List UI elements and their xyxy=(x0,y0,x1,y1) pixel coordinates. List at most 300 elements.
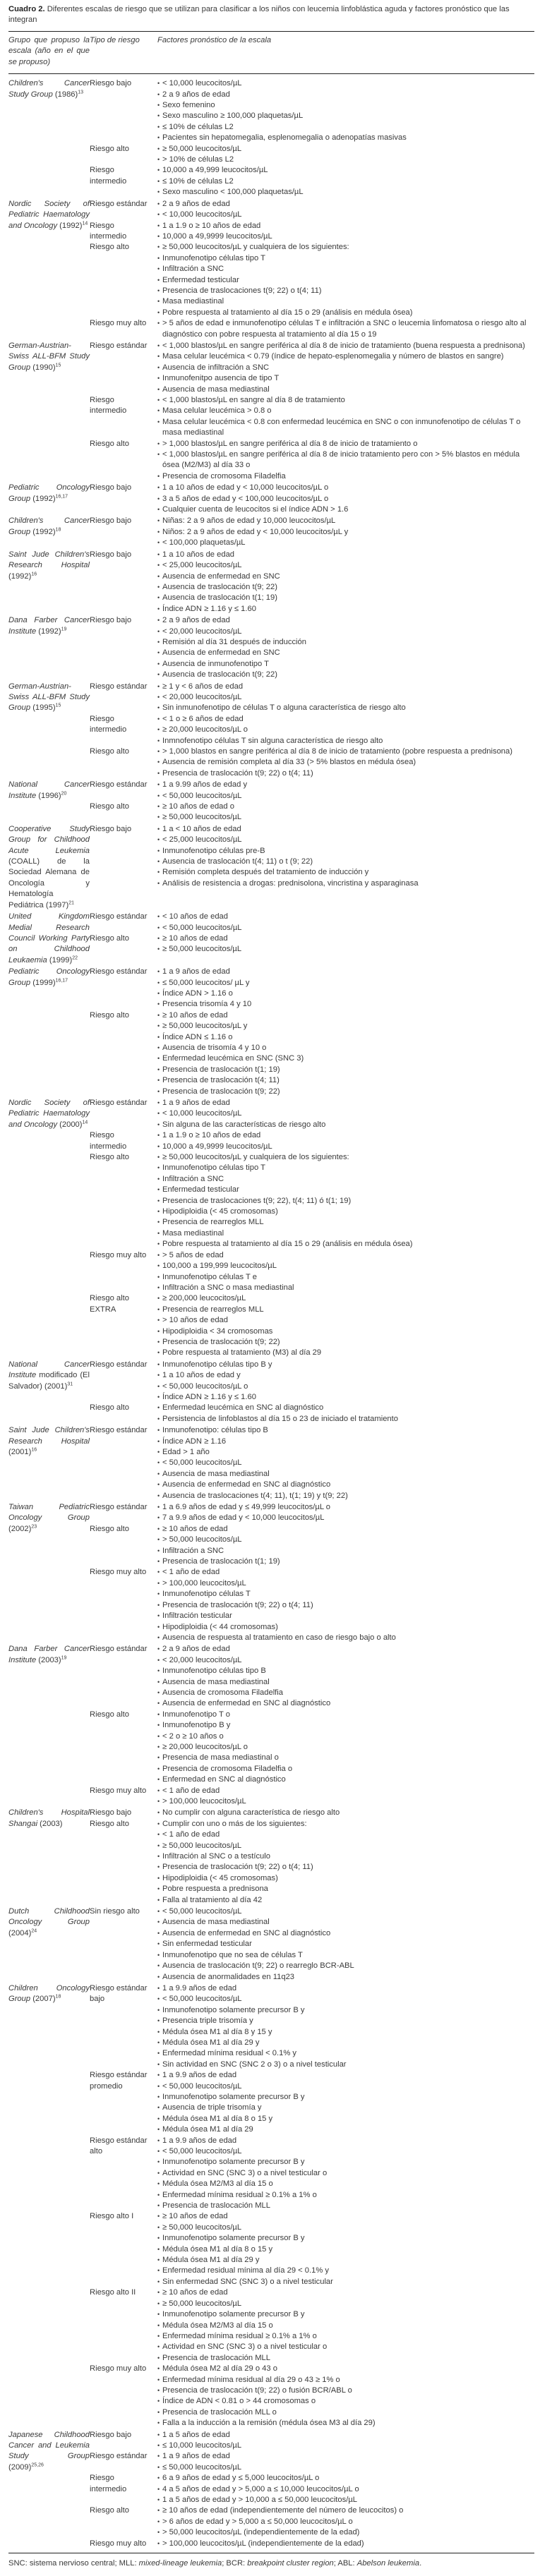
factor-item: • Ausencia de cromosoma Filadelfia xyxy=(157,1688,527,1698)
factor-item: • Enfermedad mínima residual ≥ 0.1% a 1% o xyxy=(157,2331,527,2342)
factor-cell xyxy=(152,1906,534,1983)
factor-cell xyxy=(152,912,534,933)
factor-item: • Ausencia de enfermedad en SNC xyxy=(157,572,527,582)
risk-row xyxy=(90,1010,534,1097)
factor-item: • < 20,000 leucocitos/µL xyxy=(157,627,527,637)
factor-item: • Presencia de traslocación t(9; 22) xyxy=(157,1087,527,1097)
factor-cell xyxy=(152,1425,534,1501)
factor-item: • ≥ 10 años de edad xyxy=(157,1524,527,1535)
group-name xyxy=(8,1808,90,1906)
reference-number: 23 xyxy=(31,1524,37,1530)
factor-item: • ≥ 1 y < 6 años de edad xyxy=(157,682,527,692)
factor-item: • 10,000 a 49,9999 leucocitos/µL xyxy=(157,231,527,242)
factor-item: • Ausencia de enfermedad en SNC al diagnóstico xyxy=(157,1480,527,1490)
factor-item: • Infiltración testicular xyxy=(157,1611,527,1621)
factor-cell xyxy=(152,1644,534,1709)
caption-label: Cuadro 2. xyxy=(8,5,45,13)
factor-item: • < 50,000 leucocitos/µL xyxy=(157,1458,527,1468)
factor-cell xyxy=(152,1098,534,1130)
risk-type: Riesgo estándar xyxy=(90,912,148,921)
factor-item: • Presencia de traslocaciones t(9; 22), t(4; 11) ó t(1; 19) xyxy=(157,1196,527,1207)
risk-list xyxy=(90,1425,534,1501)
risk-list xyxy=(90,1983,534,2429)
factor-item: • < 50,000 leucocitos/µL xyxy=(157,2146,527,2157)
risk-row xyxy=(90,1403,534,1425)
factor-cell xyxy=(152,165,534,198)
risk-row xyxy=(90,1786,534,1808)
factor-item: • 2 a 9 años de edad xyxy=(157,615,527,626)
group-name xyxy=(8,341,90,482)
factor-item: • < 1,000 blastos/µL en sangre periférica al día 8 de inicio tratamiento pero con > 5% blastos en médula ósea (M2/M3) al día 33 o xyxy=(157,449,527,471)
risk-row xyxy=(90,1906,534,1983)
factor-item: • 1 a 10 años de edad y xyxy=(157,1370,527,1381)
factor-list xyxy=(157,1983,527,2070)
factor-cell xyxy=(152,1819,534,1906)
risk-type: Riesgo estándar xyxy=(90,1099,148,1107)
table-row-group xyxy=(8,967,534,1097)
factor-item: • Presencia de traslocación t(9; 22) o t(4; 11) xyxy=(157,768,527,779)
factor-item: • ≥ 10 años de edad xyxy=(157,1010,527,1021)
group-name xyxy=(8,1098,90,1359)
factor-item: • Análisis de resistencia a drogas: prednisolona, vincristina y asparaginasa xyxy=(157,878,527,889)
factor-item: • Hipodiploidia (< 44 cromosomas) xyxy=(157,1622,527,1633)
table-row-group xyxy=(8,1425,534,1501)
group-name xyxy=(8,2430,90,2549)
risk-list xyxy=(90,824,534,911)
risk-row xyxy=(90,2136,534,2212)
factor-item: • 100,000 a 199,999 leucocitos/µL xyxy=(157,1261,527,1271)
factor-item: • Médula ósea M1 al día 29 xyxy=(157,2124,527,2135)
factor-item: • 1 a < 10 años de edad xyxy=(157,824,527,835)
risk-row xyxy=(90,967,534,1010)
risk-row xyxy=(90,2287,534,2364)
risk-type: Riesgo intermedio xyxy=(90,166,127,186)
factor-item: • Ausencia de traslocación t(9; 22) xyxy=(157,582,527,593)
table-row-group xyxy=(8,824,534,911)
group-name xyxy=(8,516,90,548)
factor-list xyxy=(157,1250,527,1294)
group-name-year: (2004) xyxy=(8,1928,32,1937)
factor-item: • Ausencia de inmunofenotipo T xyxy=(157,659,527,670)
factor-cell xyxy=(152,1786,534,1808)
risk-list xyxy=(90,1644,534,1807)
factor-item: • < 1 año de edad xyxy=(157,1567,527,1578)
group-name-year: (1992) xyxy=(57,221,83,230)
factor-item: • Inmunofenitpo ausencia de tipo T xyxy=(157,373,527,384)
factor-item: • Inmunofenotipo células T xyxy=(157,1589,527,1600)
factor-item: • > 100,000 leucocitos/µL (independientemente de la edad) xyxy=(157,2539,527,2549)
factor-item: • 1 a 9 años de edad xyxy=(157,2451,527,2462)
factor-list xyxy=(157,1098,527,1130)
factor-item: • Inmunofenotipo T o xyxy=(157,1710,527,1720)
risk-row xyxy=(90,1983,534,2070)
factor-item: • Pacientes sin hepatomegalia, esplenomegalia o adenopatías masivas xyxy=(157,133,527,143)
factor-cell xyxy=(152,746,534,779)
reference-number: 16 xyxy=(31,571,37,576)
risk-row xyxy=(90,199,534,221)
table-row-group xyxy=(8,1098,534,1359)
table-row-group xyxy=(8,1808,534,1906)
factor-item: • Índice ADN ≤ 1.16 o xyxy=(157,1032,527,1043)
factor-item: • < 50,000 leucocitos/µL xyxy=(157,1994,527,2004)
reference-number: 18 xyxy=(55,527,61,533)
factor-item: • ≥ 10 años de edad xyxy=(157,933,527,944)
factor-item: • Ausencia de respuesta al tratamiento en caso de riesgo bajo o alto xyxy=(157,1633,527,1643)
factor-item: • Infiltración a SNC xyxy=(157,264,527,274)
factor-list xyxy=(157,802,527,823)
factor-list xyxy=(157,912,527,933)
risk-type: Riesgo intermedio xyxy=(90,714,127,734)
factor-item: • Presencia de cromosoma Filadelfia xyxy=(157,471,527,482)
group-name-italic: Saint Jude Children's Research Hospital xyxy=(8,550,90,570)
risk-list xyxy=(90,199,534,340)
factor-item: • Inmunofenotipo que no sea de células T xyxy=(157,1950,527,1961)
group-name-year: (2000) xyxy=(57,1120,83,1129)
risk-type: Riesgo muy alto xyxy=(90,1786,147,1795)
factor-list xyxy=(157,714,527,746)
group-name xyxy=(8,780,90,823)
reference-number: 14 xyxy=(82,1120,88,1125)
factor-item: • Presencia de traslocación t(1; 19) xyxy=(157,1065,527,1075)
risk-row xyxy=(90,1152,534,1250)
footnote-term: mixed-lineage leukemia xyxy=(138,2559,222,2568)
factor-item: • Médula ósea M1 al día 8 o 15 y xyxy=(157,2114,527,2124)
risk-row xyxy=(90,2364,534,2429)
factor-item: • < 10,000 leucocitos/µL xyxy=(157,78,527,89)
reference-number: 21 xyxy=(68,900,74,905)
factor-item: • Inmunofenotipo células pre-B xyxy=(157,846,527,857)
factor-item: • > 5 años de edad xyxy=(157,1250,527,1261)
group-name-year: (2007) xyxy=(30,1995,56,2004)
factor-cell xyxy=(152,1152,534,1250)
factor-item: • Médula ósea M1 al día 29 y xyxy=(157,2255,527,2266)
factor-cell xyxy=(152,824,534,889)
group-name-italic: Children's Hospital Shangai xyxy=(8,1808,90,1828)
table-row-group xyxy=(8,780,534,823)
risk-list xyxy=(90,78,534,198)
factor-cell xyxy=(152,516,534,548)
footnote-text: ; BCR: xyxy=(222,2559,248,2568)
factor-list xyxy=(157,221,527,243)
factor-item: • Presencia de traslocación MLL xyxy=(157,2201,527,2211)
factor-item: • Ausencia de trisomía 4 y 10 o xyxy=(157,1043,527,1053)
group-name-italic: Cooperative Study Group for Childhood Acute Leukemia xyxy=(8,824,90,855)
reference-number: 15 xyxy=(55,703,61,708)
factor-item: • Cumplir con uno o más de los siguientes: xyxy=(157,1819,527,1830)
table-row-group xyxy=(8,483,534,515)
risk-type: Riesgo estándar xyxy=(90,1426,148,1435)
factor-list xyxy=(157,2136,527,2212)
risk-type: Riesgo estándar xyxy=(90,967,148,976)
risk-type: Riesgo muy alto xyxy=(90,2364,147,2374)
factor-item: • Ausencia de traslocación t(4; 11) o t (9; 22) xyxy=(157,857,527,867)
risk-list xyxy=(90,967,534,1097)
group-name-year: (COALL) de la Sociedad Alemana de Oncología y Hematología Pediátrica (1997) xyxy=(8,857,90,909)
factor-item: • Inmunofenotipo solamente precursor B y xyxy=(157,2309,527,2320)
group-name-italic: Dana Farber Cancer Institute xyxy=(8,1645,90,1664)
factor-list xyxy=(157,1502,527,1524)
factor-item: • 1 a 10 años de edad xyxy=(157,550,527,560)
group-name xyxy=(8,1425,90,1501)
factor-item: • > 100,000 leucocitos/µL xyxy=(157,1578,527,1589)
factor-item: • Inmunofenotipo: células tipo B xyxy=(157,1425,527,1436)
reference-number: 18 xyxy=(55,1994,61,2000)
factor-list xyxy=(157,78,527,143)
factor-cell xyxy=(152,780,534,802)
risk-list xyxy=(90,516,534,548)
factor-cell xyxy=(152,395,534,439)
group-name-year: (1990) xyxy=(30,363,56,372)
risk-row xyxy=(90,1819,534,1906)
risk-row xyxy=(90,2473,534,2505)
factor-list xyxy=(157,1906,527,1983)
factor-item: • Inmnofenotipo células T sin alguna característica de riesgo alto xyxy=(157,736,527,746)
table-row-group xyxy=(8,912,534,966)
risk-type: Riesgo alto xyxy=(90,1524,129,1533)
risk-type: Riesgo alto xyxy=(90,439,129,448)
risk-list xyxy=(90,912,534,966)
caption-text: Diferentes escalas de riesgo que se utilizan para clasificar a los niños con leucemia linfoblástica aguda y factores pronóstico que las integran xyxy=(8,5,510,24)
factor-item: • Sin alguna de las características de riesgo alto xyxy=(157,1120,527,1130)
factor-list xyxy=(157,318,527,340)
factor-cell xyxy=(152,2070,534,2135)
group-name xyxy=(8,615,90,680)
factor-item: • ≥ 20,000 leucocitos/µL o xyxy=(157,1742,527,1753)
factor-item: • Enfermedad leucémica en SNC al diagnóstico xyxy=(157,1403,527,1413)
factor-item: • 10,000 a 49,9999 leucocitos/µL xyxy=(157,1142,527,1152)
factor-item: • ≤ 10% de células L2 xyxy=(157,122,527,133)
risk-type: Riesgo alto xyxy=(90,1153,129,1162)
factor-item: • ≥ 50,000 leucocitos/µL xyxy=(157,812,527,823)
group-name-year: (2002) xyxy=(8,1524,32,1533)
risk-type: Riesgo muy alto xyxy=(90,319,147,328)
factor-item: • 1 a 9.9 años de edad xyxy=(157,2070,527,2081)
table-row-group xyxy=(8,550,534,615)
factor-item: • ≤ 10,000 leucocitos/µL xyxy=(157,2441,527,2451)
factor-item: • Sin inmunofenotipo de células T o alguna característica de riesgo alto xyxy=(157,703,527,713)
factor-item: • Ausencia de traslocación t(1; 19) xyxy=(157,593,527,603)
risk-row xyxy=(90,824,534,889)
factor-item: • 2 a 9 años de edad xyxy=(157,199,527,210)
group-name-italic: Nordic Society of Pediatric Haematology and Oncology xyxy=(8,199,90,230)
risk-list xyxy=(90,1906,534,1983)
factor-item: • Ausencia de enfermedad en SNC al diagnóstico xyxy=(157,1698,527,1709)
factor-item: • ≥ 10 años de edad xyxy=(157,2287,527,2298)
risk-row xyxy=(90,165,534,198)
factor-item: • 1 a 9 años de edad xyxy=(157,1098,527,1108)
factor-item: • Enfermedad testicular xyxy=(157,275,527,286)
factor-item: • Presencia de traslocaciones t(9; 22) o t(4; 11) xyxy=(157,286,527,296)
factor-item: • Sexo masculino < 100,000 plaquetas/µL xyxy=(157,187,527,198)
factor-item: • Sexo masculino ≥ 100,000 plaquetas/µL xyxy=(157,111,527,121)
risk-type: Riesgo bajo xyxy=(90,616,132,625)
factor-item: • Masa mediastinal xyxy=(157,296,527,307)
table-row-group xyxy=(8,1983,534,2429)
factor-item: • Ausencia de enfermedad en SNC xyxy=(157,648,527,658)
factor-item: • Hipodiploidia < 34 cromosomas xyxy=(157,1326,527,1337)
risk-type: Riesgo alto EXTRA xyxy=(90,1294,129,1314)
factor-list xyxy=(157,439,527,483)
risk-type: Riesgo alto xyxy=(90,2506,129,2515)
factor-list xyxy=(157,1403,527,1425)
reference-number: 16,17 xyxy=(55,977,68,983)
risk-row xyxy=(90,1567,534,1643)
group-name xyxy=(8,1360,90,1425)
factor-item: • Enfermedad leucémica en SNC (SNC 3) xyxy=(157,1053,527,1064)
risk-row xyxy=(90,615,534,680)
factor-item: • Índice ADN ≥ 1.16 y ≤ 1.60 xyxy=(157,604,527,615)
factor-item: • Infiltración a SNC xyxy=(157,1546,527,1556)
factor-item: • > 1,000 blastos/µL en sangre periférica al día 8 de inicio de tratamiento o xyxy=(157,439,527,449)
reference-number: 15 xyxy=(55,363,61,368)
factor-item: • Médula ósea M1 al día 8 y 15 y xyxy=(157,2027,527,2038)
group-name-italic: Dutch Childhood Oncology Group xyxy=(8,1907,90,1927)
factor-item: • Enfermedad residual mínima al día 29 < 0.1% y xyxy=(157,2266,527,2276)
header-group: Grupo que propuso la escala (año en el que se propuso) xyxy=(8,36,90,66)
factor-item: • 1 a 6.9 años de edad y ≤ 49,999 leucocitos/µL o xyxy=(157,1502,527,1513)
factor-item: • Médula ósea M2/M3 al día 15 o xyxy=(157,2179,527,2189)
risk-row xyxy=(90,1250,534,1294)
factor-item: • Masa celular leucémica < 0.8 con enfermedad leucémica en SNC o con inmunofenotipo de células T o masa mediastinal xyxy=(157,417,527,439)
reference-number: 22 xyxy=(72,955,78,960)
factor-cell xyxy=(152,1010,534,1097)
reference-number: 24 xyxy=(31,1928,37,1934)
factor-cell xyxy=(152,1502,534,1524)
group-name-year: (1992) xyxy=(36,627,61,636)
risk-list xyxy=(90,1360,534,1425)
factor-item: • Presencia triple trisomía y xyxy=(157,2016,527,2026)
factor-cell xyxy=(152,1403,534,1425)
factor-cell xyxy=(152,341,534,395)
risk-type: Riesgo estándar xyxy=(90,1645,148,1654)
risk-row xyxy=(90,242,534,318)
factor-item: • > 5 años de edad e inmunofenotipo células T e infiltración a SNC o leucemia linfomatosa o riesgo alto al diagnóstico con pobre respuesta al tratamiento al día 15 o 19 xyxy=(157,318,527,340)
factor-item: • Persistencia de linfoblastos al día 15 o 23 de iniciado el tratamiento xyxy=(157,1414,527,1425)
factor-item: • < 1 o ≥ 6 años de edad xyxy=(157,714,527,725)
risk-type: Riesgo estándar promedio xyxy=(90,2071,148,2091)
risk-row xyxy=(90,682,534,714)
factor-list xyxy=(157,2473,527,2505)
reference-number: 25,26 xyxy=(31,2462,44,2468)
risk-row xyxy=(90,2211,534,2287)
factor-item: • 1 a 1.9 o ≥ 10 años de edad xyxy=(157,221,527,231)
group-name xyxy=(8,824,90,911)
factor-item: • Falla a la inducción a la remisión (médula ósea M3 al día 29) xyxy=(157,2418,527,2429)
risk-row xyxy=(90,144,534,166)
reference-number: 16,17 xyxy=(55,493,68,499)
risk-type: Riesgo bajo xyxy=(90,824,132,833)
factor-list xyxy=(157,199,527,221)
reference-number: 16 xyxy=(31,1447,37,1453)
factor-item: • Presencia de traslocación MLL o xyxy=(157,2407,527,2418)
risk-row xyxy=(90,746,534,779)
factor-cell xyxy=(152,933,534,955)
group-name-italic: Nordic Society of Pediatric Haematology and Oncology xyxy=(8,1099,90,1129)
factor-cell xyxy=(152,967,534,1010)
risk-type: Riesgo alto xyxy=(90,802,129,811)
factor-item: • 4 a 5 años de edad y > 5,000 a ≤ 10,000 leucocitos/µL o xyxy=(157,2484,527,2495)
risk-type: Riesgo muy alto xyxy=(90,1568,147,1577)
risk-type: Riesgo alto xyxy=(90,1010,129,1020)
factor-item: • < 50,000 leucocitos/µL xyxy=(157,791,527,802)
footnote-text: . xyxy=(419,2559,422,2568)
factor-list xyxy=(157,144,527,166)
group-name xyxy=(8,483,90,515)
factor-list xyxy=(157,1710,527,1786)
risk-list xyxy=(90,682,534,780)
factor-item: • > 6 años de edad y > 5,000 a ≤ 50,000 leucocitos/µL o xyxy=(157,2517,527,2527)
factor-item: • ≥ 10 años de edad xyxy=(157,2211,527,2222)
risk-type: Riesgo estándar xyxy=(90,1360,148,1369)
factor-item: • 1 a 9.99 años de edad y xyxy=(157,780,527,790)
risk-row xyxy=(90,2539,534,2549)
table-row-group xyxy=(8,2430,534,2549)
risk-type: Riesgo estándar xyxy=(90,1503,148,1512)
table-row-group xyxy=(8,516,534,548)
factor-item: • Médula ósea M1 al día 29 y xyxy=(157,2038,527,2048)
factor-cell xyxy=(152,714,534,746)
factor-item: • ≥ 50,000 leucocitos/µL xyxy=(157,944,527,955)
factor-list xyxy=(157,1010,527,1097)
table-header xyxy=(8,32,534,74)
factor-item: • Ausencia de traslocaciones t(4; 11), t(1; 19) y t(9; 22) xyxy=(157,1491,527,1501)
factor-list xyxy=(157,1360,527,1403)
factor-item: • Pobre respuesta al tratamiento (M3) al día 29 xyxy=(157,1348,527,1358)
factor-item: • Sin enfermedad SNC (SNC 3) o a nivel testicular xyxy=(157,2277,527,2287)
risk-row xyxy=(90,1360,534,1403)
risk-row xyxy=(90,714,534,746)
risk-row xyxy=(90,483,534,515)
group-name-italic: Taiwan Pediatric Oncology Group xyxy=(8,1503,90,1523)
factor-list xyxy=(157,341,527,395)
group-name-year: (1995) xyxy=(30,703,56,713)
group-name xyxy=(8,682,90,780)
factor-cell xyxy=(152,1250,534,1294)
risk-row xyxy=(90,78,534,143)
factor-item: • ≥ 50,000 leucocitos/µL xyxy=(157,144,527,155)
risk-row xyxy=(90,1710,534,1786)
factor-item: • > 10% de células L2 xyxy=(157,155,527,165)
factor-cell xyxy=(152,1293,534,1358)
factor-item: • < 1 año de edad xyxy=(157,1786,527,1796)
factor-item: • < 2 o ≥ 10 años o xyxy=(157,1731,527,1742)
factor-cell xyxy=(152,550,534,615)
factor-item: • ≤ 50,000 leucocitos/ µL y xyxy=(157,978,527,988)
factor-list xyxy=(157,1808,527,1818)
factor-item: • Inmunofenotipo solamente precursor B y xyxy=(157,2005,527,2016)
factor-item: • < 10 años de edad xyxy=(157,912,527,922)
group-name-year: (2009) xyxy=(8,2462,32,2472)
group-name-year: modificado (El Salvador) (2001) xyxy=(8,1371,90,1391)
risk-type: Riesgo alto xyxy=(90,933,129,943)
factor-list xyxy=(157,2505,527,2538)
risk-row xyxy=(90,802,534,823)
factor-list xyxy=(157,2430,527,2452)
factor-item: • Índice ADN ≥ 1.16 y ≤ 1.60 xyxy=(157,1392,527,1403)
factor-item: • < 50,000 leucocitos/µL xyxy=(157,1906,527,1917)
risk-row xyxy=(90,1098,534,1130)
factor-item: • Ausencia de anormalidades en 11q23 xyxy=(157,1972,527,1983)
factor-list xyxy=(157,242,527,318)
factor-item: • Infiltración a SNC o masa mediastinal xyxy=(157,1283,527,1293)
group-name-italic: Pediatric Oncology Group xyxy=(8,483,90,503)
factor-item: • Hipodiploidia (< 45 cromosomas) xyxy=(157,1873,527,1884)
risk-row xyxy=(90,780,534,802)
factor-item: • ≥ 200,000 leucocitos/µL xyxy=(157,1293,527,1304)
factor-list xyxy=(157,1786,527,1808)
factor-cell xyxy=(152,2539,534,2549)
factor-list xyxy=(157,2211,527,2287)
